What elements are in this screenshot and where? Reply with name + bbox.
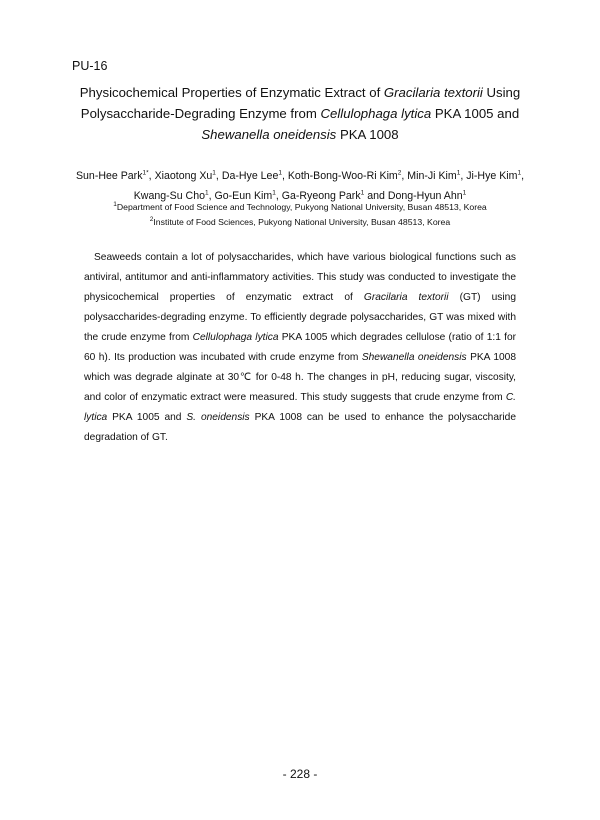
author: Dong-Hyun Ahn$^1$ xyxy=(387,189,467,202)
abstract-body xyxy=(84,248,516,448)
abstract-paragraph: Seaweeds contain a lot of polysaccharides, which have various biological functions such as antiviral, antitumor and anti-inflammatory activities. This study was conducted to investigate the physicochemical properties of enzymatic extract of Gracilaria textorii (GT) using polysaccharides-degrading enzyme. To efficiently degrade polysaccharides, GT was mixed with the crude enzyme from Cellulophaga lytica PKA 1005 which degrades cellulose (ratio of 1:1 for 60 h). Its production was incubated with crude enzyme from Shewanella oneidensis PKA 1008 which was degrade alginate at 30℃ for 0-48 h. The changes in pH, reducing sugar, viscosity, and color of enzymatic extract were measured. This study suggests that crude enzyme from C. lytica PKA 1005 and S. oneidensis PKA 1008 can be used to enhance the polysaccharide degradation of GT. xyxy=(84,252,517,443)
author: Min-Ji Kim$^1$, xyxy=(407,169,467,182)
title-part: PKA 1005 and xyxy=(431,106,520,121)
author: Ji-Hye Kim$^1$, xyxy=(466,169,525,182)
author: Kwang-Su Cho$^1$, xyxy=(133,189,215,202)
title-part: Polysaccharide-Degrading Enzyme from xyxy=(80,106,321,121)
author: Ga-Ryeong Park$^1$ and xyxy=(281,189,388,202)
page-number: - 228 - xyxy=(282,767,318,781)
author: Koth-Bong-Woo-Ri Kim$^2$, xyxy=(287,169,408,182)
affiliations xyxy=(60,200,540,230)
title-part: Physicochemical Properties of Enzymatic Extract of xyxy=(79,85,384,100)
affiliation: $^1$Department of Food Science and Technology, Pukyong National University, Busan 48513, Korea xyxy=(113,201,487,212)
title-part: Using xyxy=(482,85,521,100)
affiliation: $^2$Institute of Food Sciences, Pukyong National University, Busan 48513, Korea xyxy=(149,216,451,227)
title-part: PKA 1008 xyxy=(336,127,399,142)
author: Da-Hye Lee$^1$, xyxy=(221,169,288,182)
abstract-code: PU-16 xyxy=(72,59,108,73)
paper-title xyxy=(60,82,540,145)
title-species: Shewanella oneidensis xyxy=(201,127,337,142)
author: Go-Eun Kim$^1$, xyxy=(214,189,282,202)
author: Sun-Hee Park$^{1*}$, xyxy=(75,169,155,182)
title-species: Gracilaria textorii xyxy=(383,85,483,100)
author: Xiaotong Xu$^1$, xyxy=(154,169,222,182)
title-species: Cellulophaga lytica xyxy=(320,106,432,121)
